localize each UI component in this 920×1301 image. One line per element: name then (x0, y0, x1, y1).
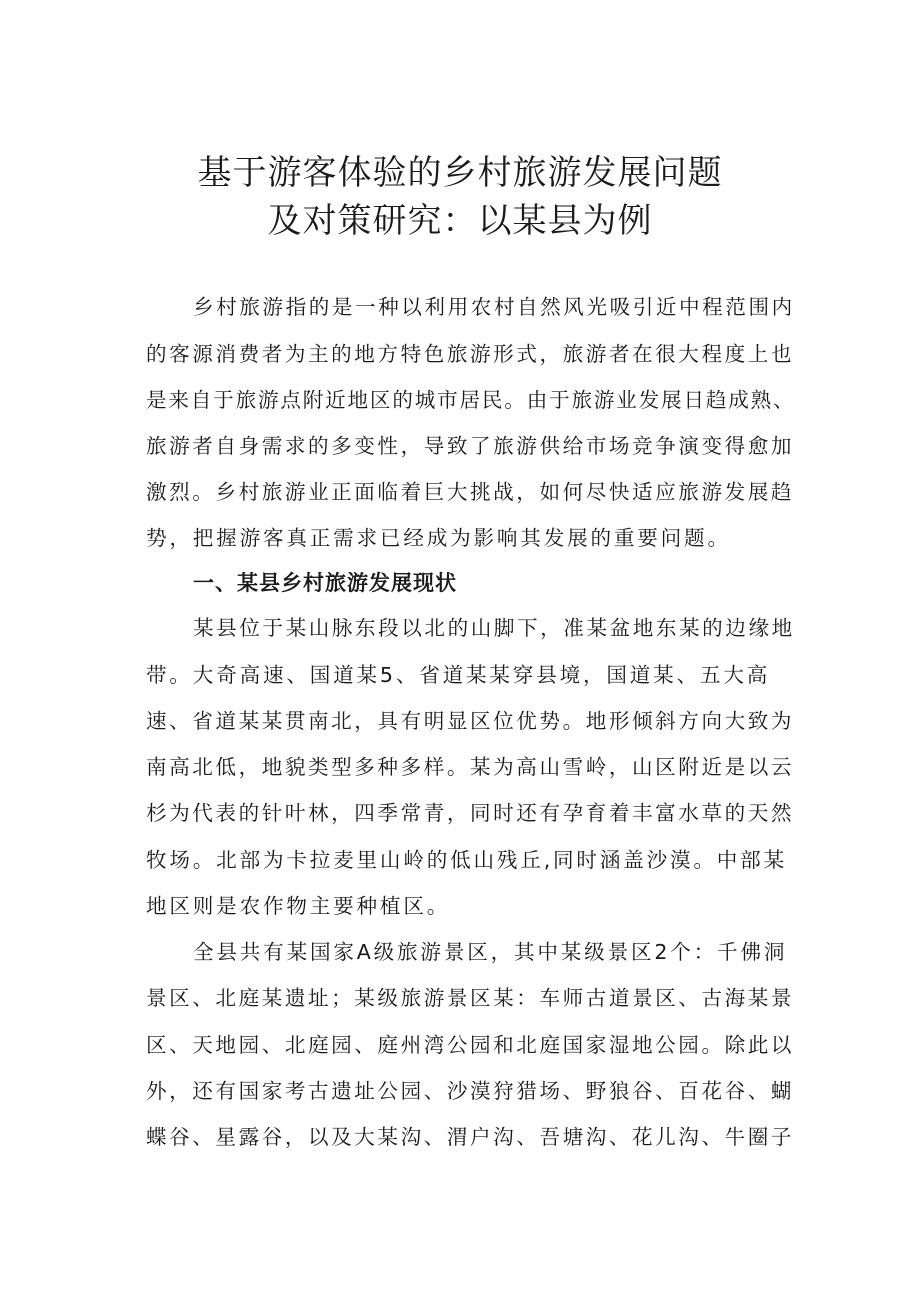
paragraph-2-line: 速、省道某某贯南北，具有明显区位优势。地形倾斜方向大致为 (146, 709, 795, 733)
paragraph-3-line: 全县共有某国家A级旅游景区，其中某级景区2个：千佛洞 (193, 940, 788, 964)
paragraph-3-line: 区、天地园、北庭园、庭州湾公园和北庭国家湿地公园。除此以 (146, 1033, 795, 1057)
paragraph-1-line: 势，把握游客真正需求已经成为影响其发展的重要问题。 (146, 526, 731, 550)
paragraph-1-line: 乡村旅游指的是一种以利用农村自然风光吸引近中程范围内 (193, 295, 795, 319)
paragraph-2-line: 地区则是农作物主要种植区。 (146, 894, 451, 918)
paragraph-2-line: 杉为代表的针叶林，四季常青，同时还有孕育着丰富水草的天然 (146, 801, 795, 825)
paragraph-2-line: 牧场。北部为卡拉麦里山岭的低山残丘,同时涵盖沙漠。中部某 (146, 848, 787, 872)
section-heading: 一、某县乡村旅游发展现状 (193, 571, 457, 595)
paragraph-3-line: 蝶谷、星露谷，以及大某沟、渭户沟、吾塘沟、花儿沟、牛圈子 (146, 1125, 795, 1149)
document-title-line-2: 及对策研究：以某县为例 (267, 201, 653, 241)
paragraph-2-line: 带。大奇高速、国道某5、省道某某穿县境，国道某、五大高 (146, 663, 771, 687)
paragraph-3-line: 外，还有国家考古遗址公园、沙漠狩猎场、野狼谷、百花谷、蝴 (146, 1079, 795, 1103)
document-title-line-1: 基于游客体验的乡村旅游发展问题 (197, 153, 723, 193)
paragraph-1-line: 的客源消费者为主的地方特色旅游形式，旅游者在很大程度上也 (146, 342, 795, 366)
paragraph-2-line: 南高北低，地貌类型多种多样。某为高山雪岭，山区附近是以云 (146, 755, 795, 779)
paragraph-1-line: 是来自于旅游点附近地区的城市居民。由于旅游业发展日趋成熟、 (146, 388, 796, 412)
paragraph-1-line: 激烈。乡村旅游业正面临着巨大挑战，如何尽快适应旅游发展趋 (146, 480, 795, 504)
paragraph-3-line: 景区、北庭某遗址；某级旅游景区某：车师古道景区、古海某景 (146, 986, 795, 1010)
paragraph-2-line: 某县位于某山脉东段以北的山脚下，准某盆地东某的边缘地 (193, 616, 795, 640)
paragraph-1-line: 旅游者自身需求的多变性，导致了旅游供给市场竞争演变得愈加 (146, 434, 795, 458)
